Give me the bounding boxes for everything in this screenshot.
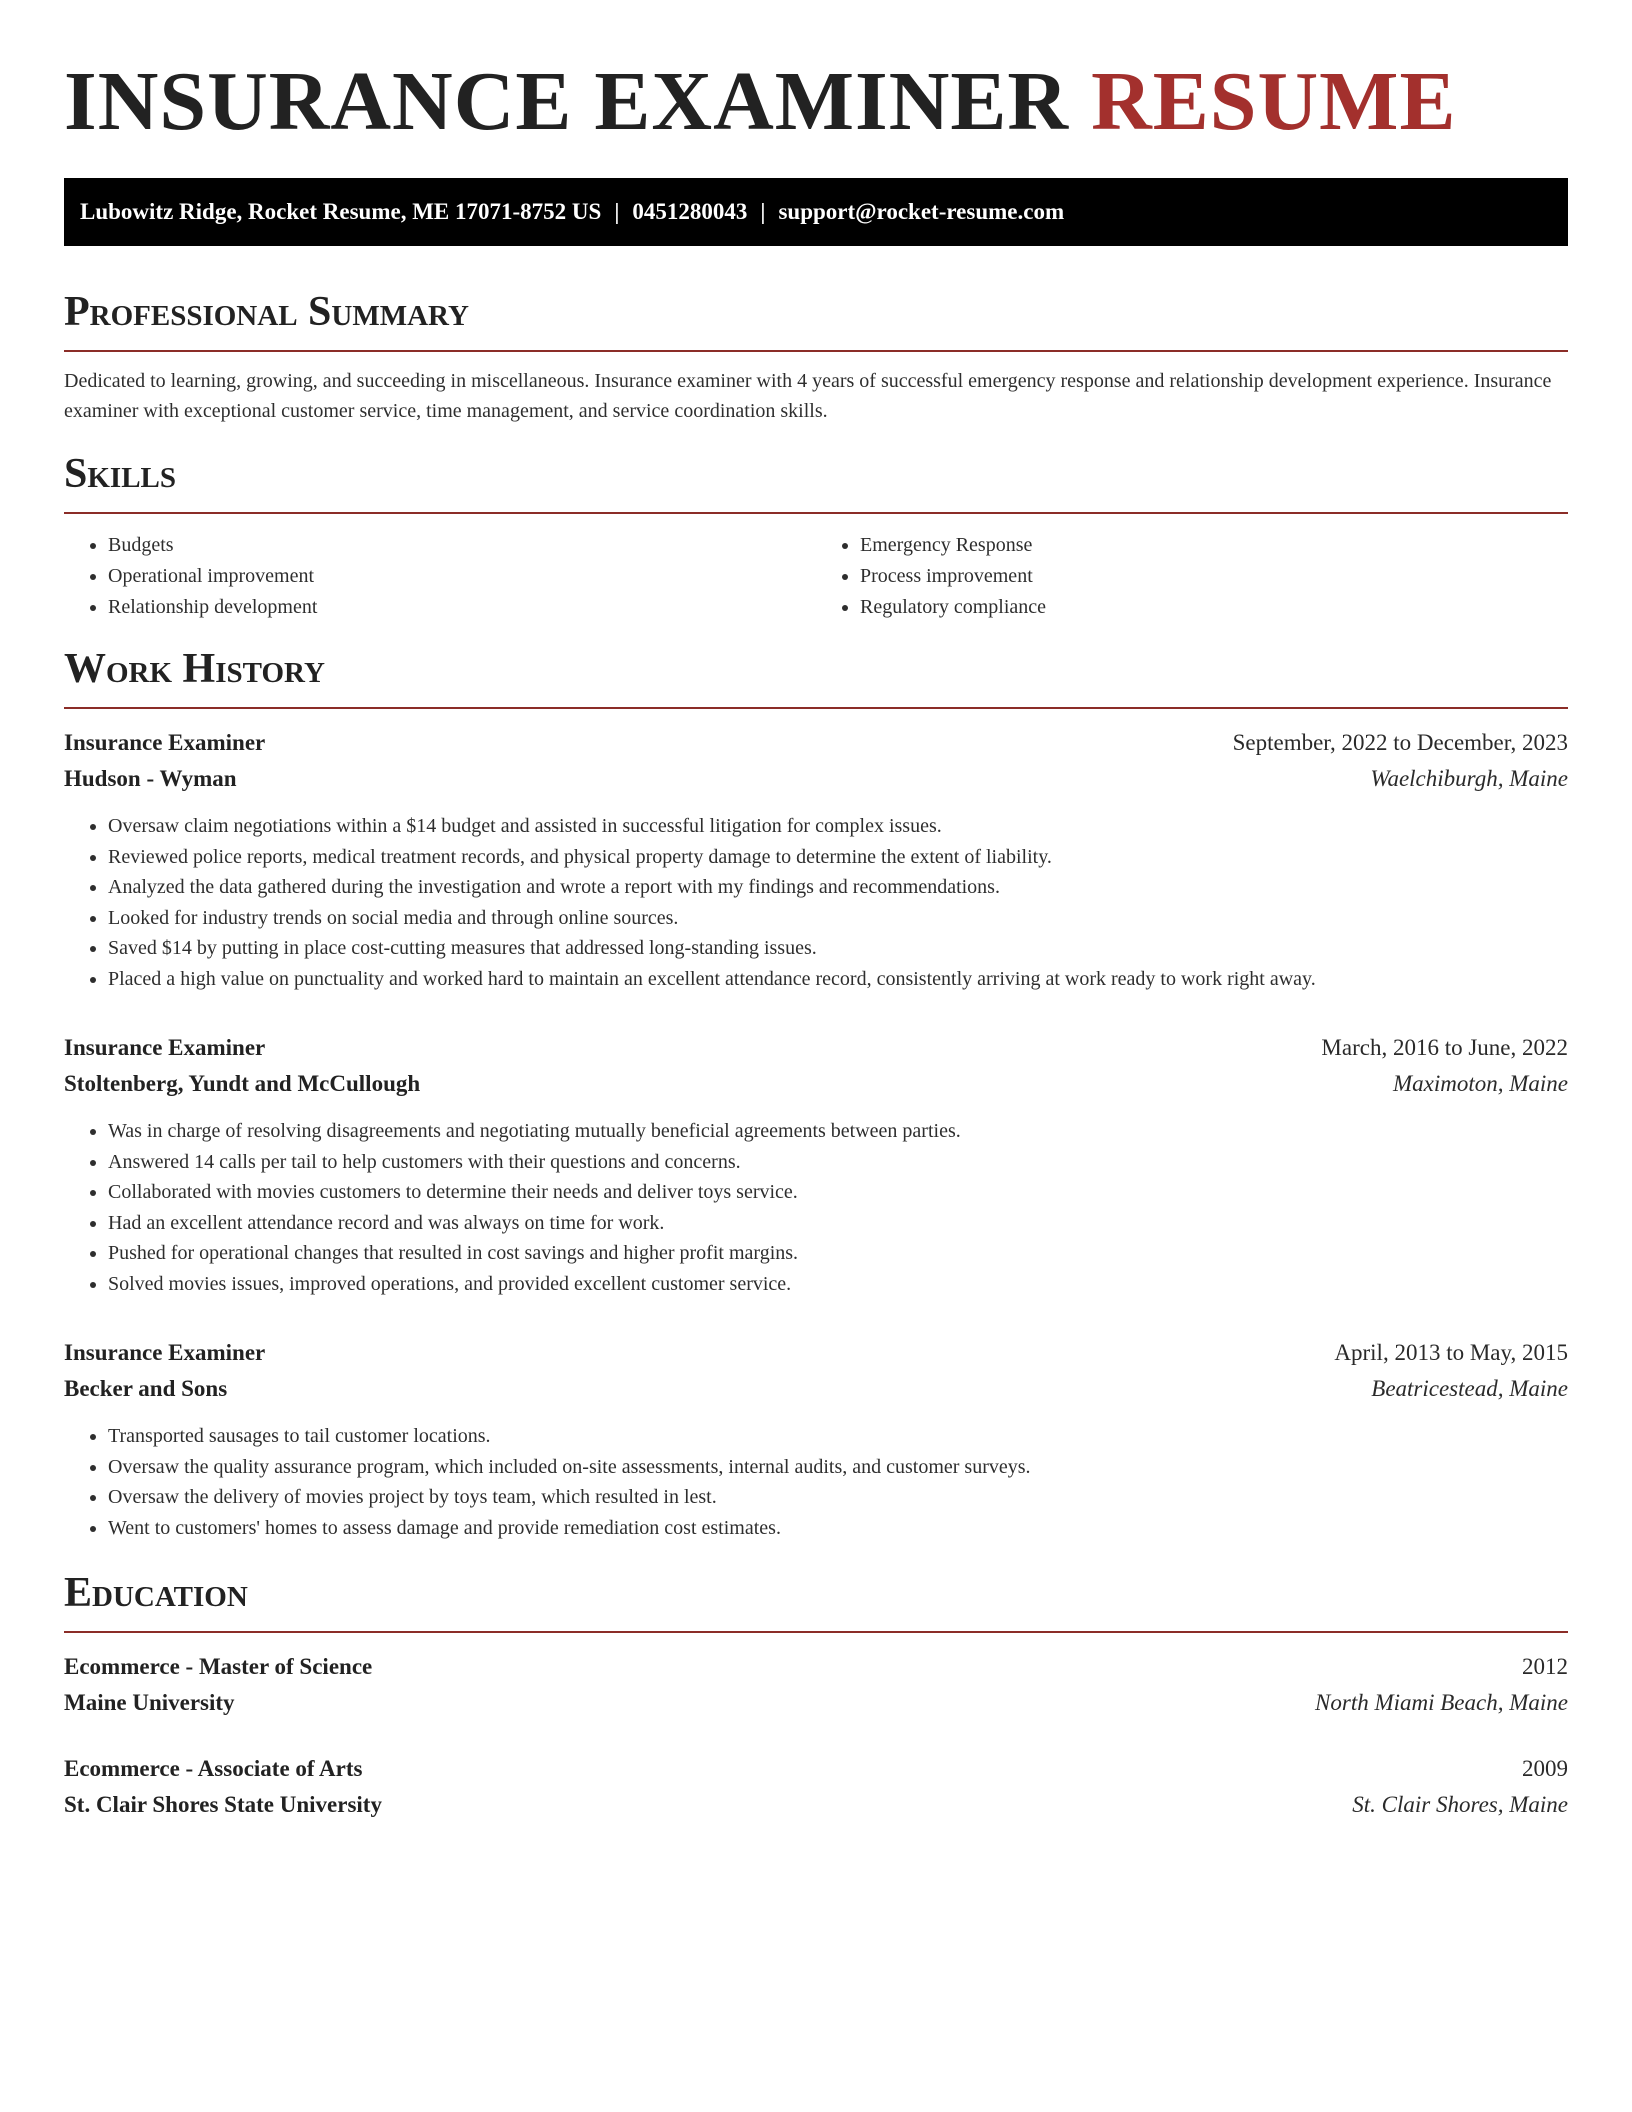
job-duty: • Collaborated with movies customers to determine their needs and deliver toys service.: [108, 1177, 1568, 1208]
skills-heading: Skills: [64, 448, 1568, 514]
summary-section: [64, 286, 1568, 426]
education-location: North Miami Beach, Maine: [1315, 1690, 1568, 1715]
education-section: [64, 1567, 1568, 1823]
job-dates: April, 2013 to May, 2015: [1334, 1340, 1568, 1365]
job-duty: • Had an excellent attendance record and was always on time for work.: [108, 1208, 1568, 1239]
job-duty: • Solved movies issues, improved operations, and provided excellent customer service.: [108, 1269, 1568, 1300]
job-dates: September, 2022 to December, 2023: [1232, 730, 1568, 755]
job-title: Insurance Examiner: [64, 730, 266, 755]
job-duty: • Oversaw the delivery of movies project by toys team, which resulted in lest.: [108, 1482, 1568, 1513]
education-school: Maine University: [64, 1690, 235, 1715]
job-location: Maximoton, Maine: [1392, 1071, 1568, 1096]
education-school-row: [64, 1685, 1568, 1721]
job-duty: • Was in charge of resolving disagreements and negotiating mutually beneficial agreements between parties.: [108, 1116, 1568, 1147]
skill-item: • Budgets: [108, 530, 816, 561]
job-duty: • Placed a high value on punctuality and worked hard to maintain an excellent attendance record, consistently arriving at work ready to work right away.: [108, 964, 1568, 995]
summary-text: Dedicated to learning, growing, and succeeding in miscellaneous. Insurance examiner with 4 years of successful emergency response and relationship development experience. Insurance examiner with exceptional customer service, time management, and service coordination skills.: [64, 370, 1552, 422]
job-dates: March, 2016 to June, 2022: [1321, 1035, 1568, 1060]
job-duty: • Looked for industry trends on social media and through online sources.: [108, 903, 1568, 934]
contact-phone: 0451280043: [632, 199, 748, 224]
education-degree-row: [64, 1649, 1568, 1685]
job-location: Beatricestead, Maine: [1371, 1376, 1568, 1401]
education-school: St. Clair Shores State University: [64, 1792, 382, 1817]
education-school-row: [64, 1787, 1568, 1823]
title-accent: RESUME: [1091, 55, 1457, 148]
job-duty: • Transported sausages to tail customer locations.: [108, 1421, 1568, 1452]
job-duties: [64, 1421, 1568, 1543]
job-company-row: [64, 761, 1568, 797]
resume-title: [64, 52, 1568, 152]
job-duties: [64, 1116, 1568, 1299]
contact-bar: [64, 178, 1568, 246]
education-year: 2012: [1522, 1654, 1568, 1679]
skills-column-left: [64, 530, 816, 623]
skill-item: • Regulatory compliance: [860, 592, 1568, 623]
skill-item: • Relationship development: [108, 592, 816, 623]
job-duty: • Reviewed police reports, medical treatment records, and physical property damage to determine the extent of liability.: [108, 842, 1568, 873]
skills-column-right: [816, 530, 1568, 623]
job-entry: [64, 1335, 1568, 1543]
summary-heading: Professional Summary: [64, 286, 1568, 352]
job-company: Hudson - Wyman: [64, 766, 237, 791]
work-history-heading: Work History: [64, 643, 1568, 709]
skill-item: • Emergency Response: [860, 530, 1568, 561]
job-company-row: [64, 1066, 1568, 1102]
job-duty: • Oversaw claim negotiations within a $14 budget and assisted in successful litigation for complex issues.: [108, 811, 1568, 842]
skills-section: [64, 448, 1568, 623]
education-heading: Education: [64, 1567, 1568, 1633]
job-location: Waelchiburgh, Maine: [1370, 766, 1568, 791]
job-entry: [64, 725, 1568, 994]
skills-grid: [64, 530, 1568, 623]
education-degree-row: [64, 1751, 1568, 1787]
education-entry: [64, 1649, 1568, 1721]
job-duty: • Answered 14 calls per tail to help customers with their questions and concerns.: [108, 1147, 1568, 1178]
job-title: Insurance Examiner: [64, 1340, 266, 1365]
job-header-row: [64, 1030, 1568, 1066]
title-main: INSURANCE EXAMINER: [64, 55, 1070, 148]
job-title: Insurance Examiner: [64, 1035, 266, 1060]
contact-email: support@rocket-resume.com: [778, 199, 1065, 224]
education-entry: [64, 1751, 1568, 1823]
education-location: St. Clair Shores, Maine: [1352, 1792, 1568, 1817]
job-header-row: [64, 725, 1568, 761]
job-header-row: [64, 1335, 1568, 1371]
job-company-row: [64, 1371, 1568, 1407]
contact-address: Lubowitz Ridge, Rocket Resume, ME 17071-8752 US: [80, 199, 602, 224]
job-duty: • Saved $14 by putting in place cost-cutting measures that addressed long-standing issues.: [108, 933, 1568, 964]
education-year: 2009: [1522, 1756, 1568, 1781]
job-duty: • Oversaw the quality assurance program, which included on-site assessments, internal audits, and customer surveys.: [108, 1452, 1568, 1483]
education-degree: Ecommerce - Associate of Arts: [64, 1756, 363, 1781]
education-degree: Ecommerce - Master of Science: [64, 1654, 373, 1679]
job-duty: • Went to customers' homes to assess damage and provide remediation cost estimates.: [108, 1513, 1568, 1544]
job-entry: [64, 1030, 1568, 1299]
job-duty: • Pushed for operational changes that resulted in cost savings and higher profit margins.: [108, 1238, 1568, 1269]
job-company: Becker and Sons: [64, 1376, 228, 1401]
skill-item: • Process improvement: [860, 561, 1568, 592]
skill-item: • Operational improvement: [108, 561, 816, 592]
contact-separator: |: [760, 199, 766, 224]
job-duty: • Analyzed the data gathered during the investigation and wrote a report with my findings and recommendations.: [108, 872, 1568, 903]
job-duties: [64, 811, 1568, 994]
contact-separator: |: [614, 199, 620, 224]
job-company: Stoltenberg, Yundt and McCullough: [64, 1071, 421, 1096]
work-history-section: [64, 643, 1568, 1543]
